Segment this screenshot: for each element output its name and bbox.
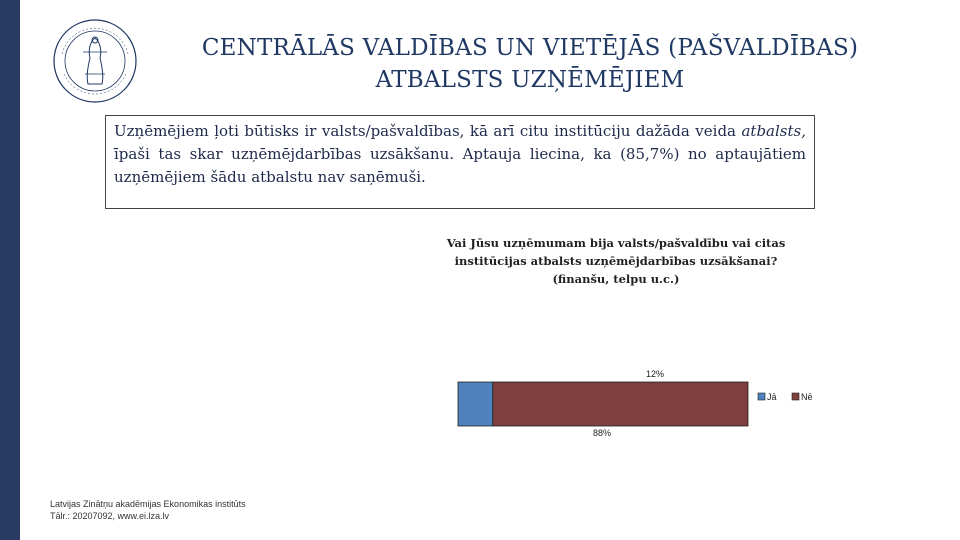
slide-title-line1: CENTRĀLĀS VALDĪBAS UN VIETĒJĀS (PAŠVALDĪBAS)	[201, 35, 859, 61]
summary-text-part2: īpaši tas skar uzņēmējdarbības uzsākšanu. Aptauja liecina, ka (85,7%) no aptaujātiem uzņēmējiem šādu atbalstu nav saņēmuši.	[114, 145, 806, 186]
left-accent-band	[0, 0, 20, 540]
footer-contact: Tālr.: 20207092, www.ei.lza.lv	[50, 511, 170, 521]
summary-textbox	[105, 115, 815, 209]
data-label-ja: 12%	[645, 369, 665, 379]
legend-label-ja: Jā	[767, 392, 777, 402]
academy-seal-logo	[52, 18, 138, 104]
footer-institute: Latvijas Zinātņu akadēmijas Ekonomikas institūts	[50, 499, 246, 509]
legend-label-ne: Nē	[801, 392, 813, 402]
data-label-ne: 88%	[592, 428, 612, 438]
summary-text-part1: Uzņēmējiem ļoti būtisks ir valsts/pašvaldības, kā arī citu institūciju dažāda veida	[114, 122, 742, 140]
legend-swatch-ja	[758, 393, 765, 400]
summary-text-emphasis: atbalsts,	[741, 122, 806, 140]
bar-segment-ne	[493, 382, 748, 426]
legend-swatch-ne	[792, 393, 799, 400]
bar-segment-ja	[458, 382, 493, 426]
chart-title: Vai Jūsu uzņēmumam bija valsts/pašvaldību vai citas institūcijas atbalsts uzņēmējdarbības uzsākšanai? (finanšu, telpu u.c.)	[446, 236, 786, 286]
slide-title	[170, 32, 890, 96]
support-bar-chart	[440, 360, 830, 450]
footer	[50, 498, 246, 522]
slide-title-line2: ATBALSTS UZŅĒMĒJIEM	[375, 67, 685, 93]
